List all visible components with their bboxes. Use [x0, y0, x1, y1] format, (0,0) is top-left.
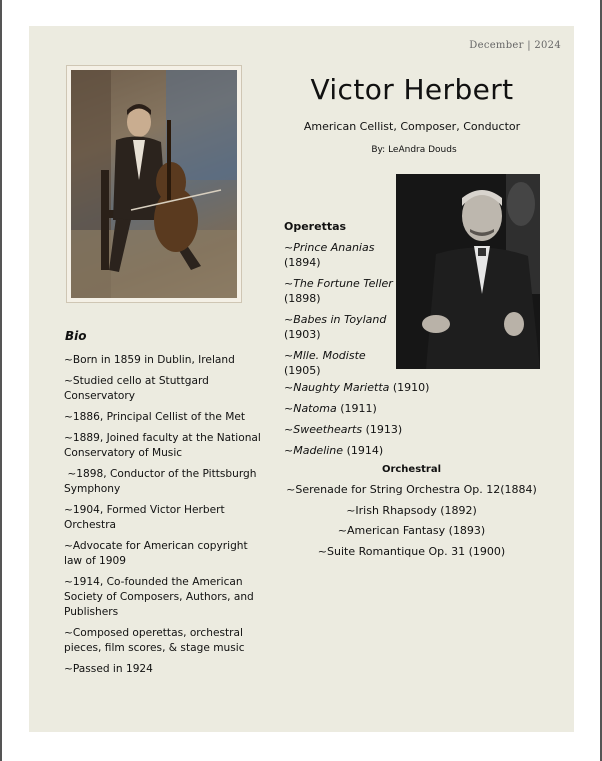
operetta-title: ~Mlle. Modiste	[284, 349, 366, 362]
bio-list	[64, 353, 264, 683]
cellist-portrait-photo	[67, 66, 241, 302]
orchestral-heading: Orchestral	[381, 464, 442, 475]
operetta-year: (1905)	[284, 364, 321, 377]
bio-item: ~Passed in 1924	[64, 663, 153, 675]
operettas-heading: Operettas	[284, 220, 347, 233]
operetta-title: ~Prince Ananias	[284, 241, 375, 254]
date-label: December | 2024	[469, 40, 561, 51]
operetta-title: ~Sweethearts	[284, 423, 363, 436]
seated-portrait-photo	[396, 174, 540, 369]
operetta-year: (1894)	[284, 256, 321, 269]
operetta-item	[284, 240, 396, 270]
page-title: Victor Herbert	[310, 73, 514, 106]
operettas-list-upper	[284, 240, 396, 384]
bio-item: ~Composed operettas, orchestral pieces, film scores, & stage music	[64, 627, 245, 654]
bio-item: ~Advocate for American copyright law of 1909	[64, 540, 248, 567]
operetta-year: (1903)	[284, 328, 321, 341]
operetta-year: (1911)	[340, 402, 377, 415]
orchestral-list	[279, 482, 544, 564]
seated-photo-illustration	[396, 174, 540, 369]
bio-item: ~1914, Co-founded the American Society of Composers, Authors, and Publishers	[64, 576, 254, 618]
operetta-item	[284, 380, 464, 395]
page-subtitle: American Cellist, Composer, Conductor	[303, 120, 521, 133]
operetta-item	[284, 276, 396, 306]
document-page	[29, 26, 574, 732]
operetta-year: (1898)	[284, 292, 321, 305]
orchestral-item: ~Irish Rhapsody (1892)	[346, 503, 477, 517]
bio-item: ~1886, Principal Cellist of the Met	[64, 411, 246, 423]
orchestral-item: ~Suite Romantique Op. 31 (1900)	[317, 544, 506, 558]
operetta-title: ~Naughty Marietta	[284, 381, 390, 394]
operetta-item	[284, 312, 396, 342]
operetta-item	[284, 401, 464, 416]
author-byline: By: LeAndra Douds	[371, 145, 457, 155]
bio-item: ~1889, Joined faculty at the National Conservatory of Music	[64, 432, 261, 459]
operetta-year: (1914)	[346, 444, 384, 457]
bio-item: ~1904, Formed Victor Herbert Orchestra	[64, 504, 225, 531]
operetta-item	[284, 443, 464, 458]
operetta-year: (1913)	[365, 423, 403, 436]
orchestral-item: ~Serenade for String Orchestra Op. 12(1884)	[286, 483, 537, 496]
operetta-title: ~The Fortune Teller	[284, 277, 393, 290]
operettas-list-lower	[284, 380, 464, 464]
cellist-photo-illustration	[71, 70, 237, 298]
bio-item: ~Studied cello at Stuttgard Conservatory	[64, 375, 209, 402]
orchestral-item: ~American Fantasy (1893)	[337, 524, 486, 537]
operetta-title: ~Babes in Toyland	[284, 313, 387, 326]
operetta-item	[284, 348, 396, 378]
window-border-left	[0, 0, 2, 761]
bio-item: ~1898, Conductor of the Pittsburgh Symphony	[64, 468, 260, 495]
operetta-title: ~Natoma	[284, 402, 337, 415]
operetta-title: ~Madeline	[284, 444, 344, 457]
operetta-year: (1910)	[392, 381, 430, 394]
bio-item: ~Born in 1859 in Dublin, Ireland	[64, 354, 235, 366]
operetta-item	[284, 422, 464, 437]
bio-heading: Bio	[65, 329, 87, 343]
